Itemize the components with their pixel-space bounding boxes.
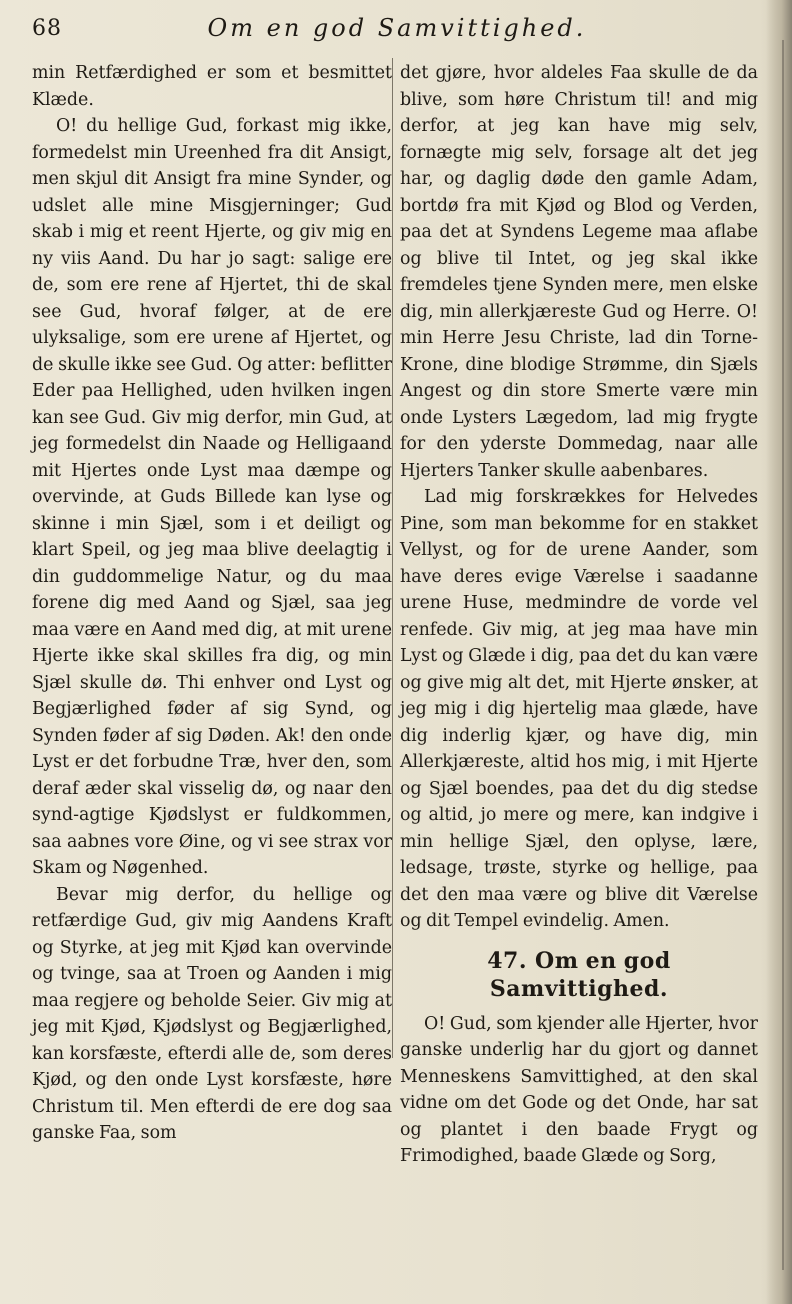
column-divider [392,58,393,1058]
left-column [32,60,392,1147]
section-heading [400,947,758,1003]
right-column [400,60,758,1170]
paragraph: O! du hellige Gud, forkast mig ikke, formedelst min Ureenhed fra dit Ansigt, men skjul dit Ansigt fra mine Synder, og udslet alle mine Misgjerninger; Gud skab i mig et reent Hjerte, og giv mig en ny viis Aand. Du har jo sagt: salige ere de, som ere rene af Hjertet, thi de skal see Gud, hvoraf følger, at de ere ulyksalige, som ere urene af Hjertet, og de skulle ikke see Gud. Og atter: beflitter Eder paa Hellighed, uden hvilken ingen kan see Gud. Giv mig derfor, min Gud, at jeg formedelst din Naade og Helligaand mit Hjertes onde Lyst maa dæmpe og overvinde, at Guds Billede kan lyse og skinne i min Sjæl, som i et deiligt og klart Speil, og jeg maa blive deelagtig i din guddommelige Natur, og du maa forene dig med Aand og Sjæl, saa jeg maa være en Aand med dig, at mit urene Hjerte ikke skal skilles fra dig, og min Sjæl skulle dø. Thi enhver ond Lyst og Begjærlighed føder af sig Synd, og Synden føder af sig Døden. Ak! den onde Lyst er det forbudne Træ, hver den, som deraf æder skal visselig dø, og naar den synd-agtige Kjødslyst er fuldkommen, saa aabnes vore Øine, og vi see strax vor Skam og Nøgenhed. [32,116,392,878]
page-binding-edge [766,0,792,1304]
paragraph: min Retfærdighed er som et besmittet Klæde. [32,63,392,110]
paragraph: Bevar mig derfor, du hellige og retfærdige Gud, giv mig Aandens Kraft og Styrke, at jeg mit Kjød kan overvinde og tvinge, saa at Troen og Aanden i mig maa regjere og beholde Seier. Giv mig at jeg mit Kjød, Kjødslyst og Begjærlighed, kan korsfæste, efterdi alle de, som deres Kjød, og den onde Lyst korsfæste, høre Christum til. Men efterdi de ere dog saa ganske Faa, som [32,884,392,1143]
section-title: Om en god Samvittighed. [489,947,671,1002]
paragraph: Lad mig forskrækkes for Helvedes Pine, som man bekomme for en stakket Vellyst, og for de urene Aander, som have deres evige Værelse i saadanne urene Huse, medmindre de vorde vel renfede. Giv mig, at jeg maa have min Lyst og Glæde i dig, paa det du kan være og give mig alt det, mit Hjerte ønsker, at jeg mig i dig hjertelig maa glæde, have dig inderlig kjær, og have dig, min Allerkjæreste, altid hos mig, i mit Hjerte og Sjæl boendes, paa det du dig stedse og altid, jo mere og mere, kan indgive i min hellige Sjæl, den oplyse, lære, ledsage, trøste, styrke og hellige, paa det den maa være og blive dit Værelse og dit Tempel evindelig. Amen. [400,487,758,931]
page-header [32,14,762,48]
page-binding-line [782,40,784,1270]
section-number: 47. [487,947,528,974]
running-title: Om en god Samvittighed. [207,14,587,42]
page-number: 68 [32,16,62,41]
paragraph: O! Gud, som kjender alle Hjerter, hvor ganske underlig har du gjort og dannet Menneskens Samvittighed, at den skal vidne om det Gode og det Onde, har sat og plantet i den baade Frygt og Frimodighed, baade Glæde og Sorg, [400,1013,758,1166]
paragraph: det gjøre, hvor aldeles Faa skulle de da blive, som høre Christum til! and mig derfor, at jeg kan have mig selv, fornægte mig selv, forsage alt det jeg har, og daglig døde den gamle Adam, bortdø fra mit Kjød og Blod og Verden, paa det at Syndens Legeme maa aflabe og blive til Intet, og jeg skal ikke fremdeles tjene Synden mere, men elske dig, min allerkjæreste Gud og Herre. O! min Herre Jesu Christe, lad din Torne-Krone, dine blodige Strømme, din Sjæls Angest og din store Smerte være min onde Lysters Lægedom, lad mig frygte for den yderste Dommedag, naar alle Hjerters Tanker skulle aabenbares. [400,63,758,481]
